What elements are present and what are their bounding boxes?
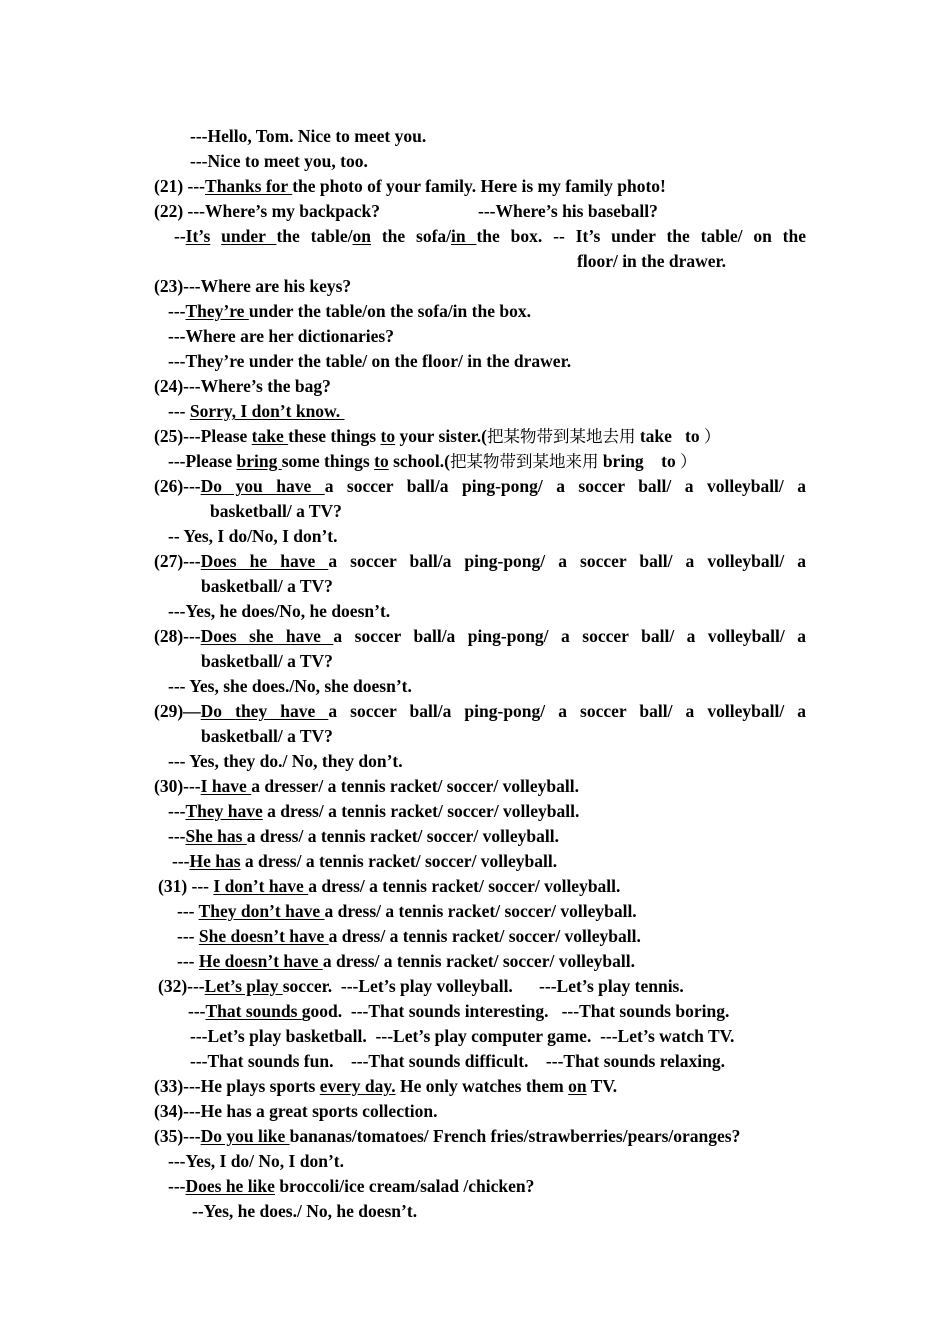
dialogue-line: --- She doesn’t have a dress/ a tennis racket/ soccer/ volleyball.: [177, 926, 641, 946]
dialogue-line: ---Yes, he does/No, he doesn’t.: [168, 601, 391, 621]
dialogue-line: ---Yes, I do/ No, I don’t.: [168, 1151, 344, 1171]
item-26-cont: basketball/ a TV?: [210, 501, 342, 521]
dialogue-line: ---Where are her dictionaries?: [168, 326, 394, 346]
item-23: (23)---Where are his keys?: [154, 276, 352, 296]
dialogue-line: --Yes, he does./ No, he doesn’t.: [192, 1201, 418, 1221]
item-24: (24)---Where’s the bag?: [154, 376, 331, 396]
item-22-answer: --It’s under the table/on the sofa/in the box. -- It’s under the table/ on the: [174, 226, 806, 246]
item-27-cont: basketball/ a TV?: [201, 576, 333, 596]
dialogue-line: --- He doesn’t have a dress/ a tennis racket/ soccer/ volleyball.: [177, 951, 636, 971]
dialogue-line: ---Let’s play basketball. ---Let’s play computer game. ---Let’s watch TV.: [190, 1026, 735, 1046]
dialogue-line: ---Does he like broccoli/ice cream/salad /chicken?: [168, 1176, 535, 1196]
item-29: (29)—Do they have a soccer ball/a ping-pong/ a soccer ball/ a volleyball/ a: [154, 701, 806, 721]
dialogue-line: ---Nice to meet you, too.: [190, 151, 368, 171]
dialogue-line: --- They don’t have a dress/ a tennis racket/ soccer/ volleyball.: [177, 901, 637, 921]
item-28-cont: basketball/ a TV?: [201, 651, 333, 671]
item-35: (35)---Do you like bananas/tomatoes/ French fries/strawberries/pears/oranges?: [154, 1126, 741, 1146]
dialogue-line: ---They’re under the table/on the sofa/in the box.: [168, 301, 531, 321]
item-28: (28)---Does she have a soccer ball/a ping-pong/ a soccer ball/ a volleyball/ a: [154, 626, 806, 646]
dialogue-line: ---Please bring some things to school.(把某物带到某地来用 bring to ）: [168, 451, 697, 471]
dialogue-line: --- Yes, she does./No, she doesn’t.: [168, 676, 412, 696]
item-22-answer-cont: floor/ in the drawer.: [577, 251, 727, 271]
item-22-right: ---Where’s his baseball?: [478, 201, 658, 221]
dialogue-line: ---That sounds fun. ---That sounds difficult. ---That sounds relaxing.: [190, 1051, 725, 1071]
item-32: (32)---Let’s play soccer. ---Let’s play volleyball. ---Let’s play tennis.: [158, 976, 684, 996]
dialogue-line: ---He has a dress/ a tennis racket/ soccer/ volleyball.: [172, 851, 558, 871]
dialogue-line: ---They’re under the table/ on the floor/ in the drawer.: [168, 351, 572, 371]
dialogue-line: -- Yes, I do/No, I don’t.: [168, 526, 338, 546]
item-26: (26)---Do you have a soccer ball/a ping-pong/ a soccer ball/ a volleyball/ a: [154, 476, 806, 496]
item-25: (25)---Please take these things to your sister.(把某物带到某地去用 take to ）: [154, 426, 721, 446]
item-21: (21) ---Thanks for the photo of your family. Here is my family photo!: [154, 176, 666, 196]
item-31: (31) --- I don’t have a dress/ a tennis racket/ soccer/ volleyball.: [158, 876, 621, 896]
dialogue-line: --- Sorry, I don’t know.: [168, 401, 345, 421]
item-22: (22) ---Where’s my backpack?: [154, 201, 381, 221]
item-29-cont: basketball/ a TV?: [201, 726, 333, 746]
item-30: (30)---I have a dresser/ a tennis racket/ soccer/ volleyball.: [154, 776, 579, 796]
dialogue-line: ---That sounds good. ---That sounds interesting. ---That sounds boring.: [188, 1001, 730, 1021]
dialogue-line: ---They have a dress/ a tennis racket/ soccer/ volleyball.: [168, 801, 580, 821]
item-34: (34)---He has a great sports collection.: [154, 1101, 438, 1121]
item-27: (27)---Does he have a soccer ball/a ping-pong/ a soccer ball/ a volleyball/ a: [154, 551, 807, 571]
dialogue-line: --- Yes, they do./ No, they don’t.: [168, 751, 403, 771]
item-33: (33)---He plays sports every day. He only watches them on TV.: [154, 1076, 618, 1096]
dialogue-line: ---She has a dress/ a tennis racket/ soccer/ volleyball.: [168, 826, 559, 846]
dialogue-line: ---Hello, Tom. Nice to meet you.: [190, 126, 427, 146]
